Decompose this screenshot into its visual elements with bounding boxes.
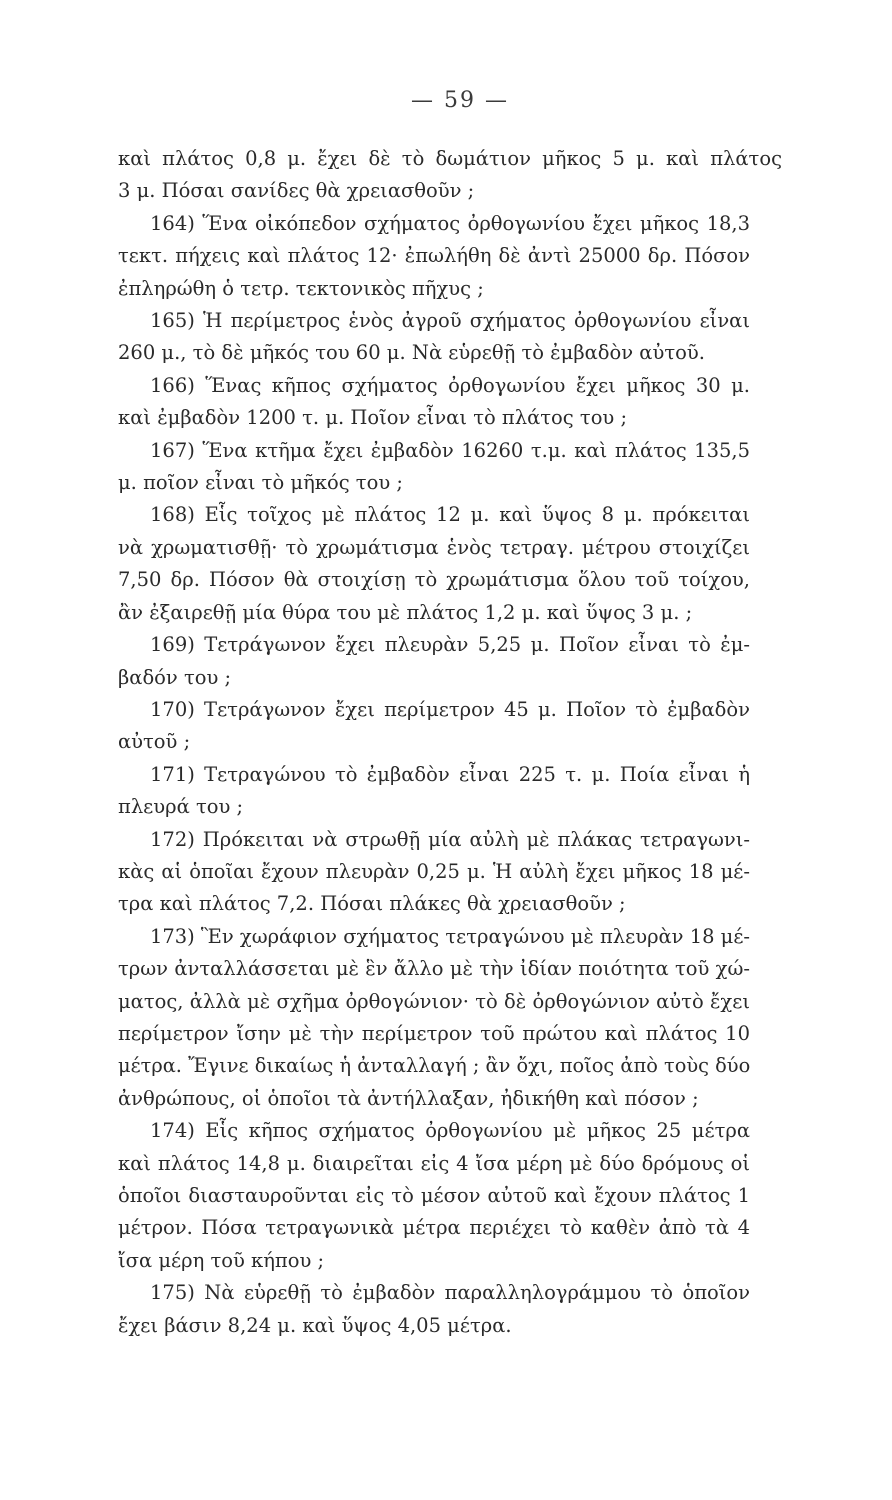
text-line: νὰ χρωματισθῇ· τὸ χρωμάτισμα ἑνὸς τετραγ. μέτρου στοιχίζει — [118, 535, 750, 559]
text-line: περίμετρον ἴσην μὲ τὴν περίμετρον τοῦ πρώτου καὶ πλάτος 10 — [118, 1021, 750, 1045]
text-line: τρων ἀνταλλάσσεται μὲ ἓν ἄλλο μὲ τὴν ἰδίαν ποιότητα τοῦ χώ- — [118, 957, 750, 981]
paragraph-p-173 — [118, 921, 782, 1115]
paragraph-p-174 — [118, 1115, 782, 1277]
text-line: ἀνθρώπους, οἱ ὁποῖοι τὰ ἀντήλλαξαν, ἠδικήθη καὶ πόσον ; — [118, 1086, 699, 1110]
text-line: 7,50 δρ. Πόσον θὰ στοιχίσῃ τὸ χρωμάτισμα ὅλου τοῦ τοίχου, — [118, 568, 750, 592]
text-line: βαδόν του ; — [118, 665, 232, 689]
text-line: αὐτοῦ ; — [118, 730, 191, 754]
text-line: τρα καὶ πλάτος 7,2. Πόσαι πλάκες θὰ χρειασθοῦν ; — [118, 892, 626, 916]
text-line: καὶ πλάτος 0,8 μ. ἔχει δὲ τὸ δωμάτιον μῆκος 5 μ. καὶ πλάτος — [118, 147, 782, 170]
paragraph-p-172 — [118, 824, 782, 921]
text-line: 167) Ἕνα κτῆμα ἔχει ἐμβαδὸν 16260 τ.μ. καὶ πλάτος 135,5 — [150, 438, 750, 462]
paragraph-p-175 — [118, 1277, 782, 1342]
text-line: 168) Εἷς τοῖχος μὲ πλάτος 12 μ. καὶ ὕψος 8 μ. πρόκειται — [150, 503, 750, 527]
text-line: καὶ ἐμβαδὸν 1200 τ. μ. Ποῖον εἶναι τὸ πλάτος του ; — [118, 406, 628, 430]
text-line: μέτρον. Πόσα τετραγωνικὰ μέτρα περιέχει τὸ καθὲν ἀπὸ τὰ 4 — [118, 1216, 750, 1240]
text-line: ἴσα μέρη τοῦ κήπου ; — [118, 1248, 325, 1272]
paragraph-p-167 — [118, 435, 782, 500]
paragraph-p-166 — [118, 370, 782, 435]
text-line: 170) Τετράγωνον ἔχει περίμετρον 45 μ. Ποῖον τὸ ἐμβαδὸν — [150, 697, 750, 721]
text-line: 260 μ., τὸ δὲ μῆκός του 60 μ. Νὰ εὑρεθῇ τὸ ἐμβαδὸν αὐτοῦ. — [118, 341, 705, 365]
text-line: 171) Τετραγώνου τὸ ἐμβαδὸν εἶναι 225 τ. μ. Ποία εἶναι ἡ — [150, 762, 750, 786]
text-line: μέτρα. Ἔγινε δικαίως ἡ ἀνταλλαγή ; ἂν ὄχι, ποῖος ἀπὸ τοὺς δύο — [118, 1054, 751, 1078]
paragraph-p-168 — [118, 499, 782, 629]
text-line: κὰς αἱ ὁποῖαι ἔχουν πλευρὰν 0,25 μ. Ἡ αὐλὴ ἔχει μῆκος 18 μέ- — [118, 859, 750, 883]
text-line: ἂν ἐξαιρεθῇ μία θύρα του μὲ πλάτος 1,2 μ. καὶ ὕψος 3 μ. ; — [118, 600, 693, 624]
page-number: — 59 — — [411, 88, 509, 113]
text-line: μ. ποῖον εἶναι τὸ μῆκός του ; — [118, 471, 403, 495]
text-line: πλευρά του ; — [118, 795, 244, 819]
text-line: ὁποῖοι διασταυροῦνται εἰς τὸ μέσον αὐτοῦ καὶ ἔχουν πλάτος 1 — [118, 1184, 750, 1207]
text-line: 164) Ἕνα οἰκόπεδον σχήματος ὀρθογωνίου ἔχει μῆκος 18,3 — [150, 211, 750, 235]
text-line: 175) Νὰ εὑρεθῇ τὸ ἐμβαδὸν παραλληλογράμμου τὸ ὁποῖον — [150, 1281, 750, 1305]
paragraph-p-164 — [118, 208, 782, 305]
text-line: 165) Ἡ περίμετρος ἑνὸς ἀγροῦ σχήματος ὀρθογωνίου εἶναι — [150, 309, 750, 333]
text-line: 3 μ. Πόσαι σανίδες θὰ χρειασθοῦν ; — [118, 179, 475, 203]
text-line: ματος, ἀλλὰ μὲ σχῆμα ὀρθογώνιον· τὸ δὲ ὀρθογώνιον αὐτὸ ἔχει — [118, 989, 750, 1013]
text-line: 169) Τετράγωνον ἔχει πλευρὰν 5,25 μ. Ποῖον εἶναι τὸ ἐμ- — [150, 633, 750, 657]
text-line: 173) Ἓν χωράφιον σχήματος τετραγώνου μὲ πλευρὰν 18 μέ- — [149, 924, 750, 948]
paragraph-p-170 — [118, 694, 782, 759]
text-line: ἐπληρώθη ὁ τετρ. τεκτονικὸς πῆχυς ; — [118, 276, 484, 300]
text-line: τεκτ. πήχεις καὶ πλάτος 12· ἐπωλήθη δὲ ἀντὶ 25000 δρ. Πόσον — [118, 244, 750, 268]
text-line: 174) Εἷς κῆπος σχήματος ὀρθογωνίου μὲ μῆκος 25 μέτρα — [150, 1119, 750, 1143]
text-line: ἔχει βάσιν 8,24 μ. καὶ ὕψος 4,05 μέτρα. — [118, 1313, 512, 1337]
paragraph-p-cont — [118, 143, 782, 208]
body-text — [118, 143, 782, 1342]
text-line: καὶ πλάτος 14,8 μ. διαιρεῖται εἰς 4 ἴσα μέρη μὲ δύο δρόμους οἱ — [118, 1151, 750, 1175]
paragraph-p-171 — [118, 759, 782, 824]
paragraph-p-165 — [118, 305, 782, 370]
text-line: 166) Ἕνας κῆπος σχήματος ὀρθογωνίου ἔχει μῆκος 30 μ. — [150, 373, 750, 397]
paragraph-p-169 — [118, 629, 782, 694]
text-line: 172) Πρόκειται νὰ στρωθῇ μία αὐλὴ μὲ πλάκας τετραγωνι- — [150, 827, 750, 851]
